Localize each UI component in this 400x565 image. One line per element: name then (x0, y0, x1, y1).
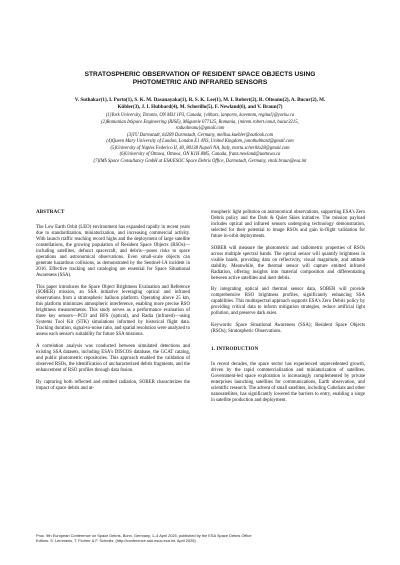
affiliations (40, 113, 360, 165)
affiliation-line: (1)York University, Toronto, ON M3J 1P3, Canada, {vithurs, ianporto, kavennm, reginal}@yorku.ca (105, 113, 295, 118)
affiliation-line: (5)University of Naples Federico II, 40, 80138 Napoli NA, Italy, marta.scherillo28@gmail.com (110, 145, 290, 151)
introduction-paragraph: In recent decades, the space sector has experienced unprecedented growth, driven by the rapid commercialization and miniaturization of satellites. Government-led space exploration is increasingly complemented by private enterprises launching satellites for communications, Earth observation, and scientific research. The advent of small satellites, including CubeSats and other nanosatellites, has significantly lowered the barriers to entry, enabling a surge in satellite production and deployment. (211, 362, 365, 403)
footer-line-2: Editors: S. Lemmens, T. Flohrer & F. Schmitz, (http://conference.sdo.esoc.esa.int, April 2025) (36, 538, 196, 543)
introduction-heading: 1. INTRODUCTION (211, 346, 259, 353)
title-line-1: STRATOSPHERIC OBSERVATION OF RESIDENT SPACE OBJECTS USING (84, 71, 316, 78)
title-line-2: PHOTOMETRIC AND INFRARED SENSORS (132, 79, 268, 86)
abstract-paragraph: SOBER will measure the photometric and radiometric properties of RSOs across multiple spectral bands. The optical sensor will quantify brightness in visible bands, providing data on reflectivity, visual magnitude, and attitude stability. Meanwhile, the thermal sensor will capture emitted infrared Radiation, offering insights into material composition and differentiating between active satellites and inert debris. (211, 245, 365, 281)
authors-line-1: V. Suthakar(1), I. Porto(1), S. K. M. Dasanayaka(1), R. S. K. Lee(1), M. I. Robert(2), R. Olteanu(2), A. Bucur(2), M. (74, 97, 326, 103)
affiliation-line: raduolteanu}@gmail.com (175, 126, 225, 131)
affiliation-line: (2)Romanian InSpace Engineering (RISE), Măgurele 077125, Romania, {mirem.robert.ionut, bucur3215, (101, 119, 299, 125)
authors-line-2: Kübler(3), J. I. Hubbard(4), M. Scherillo(5), F. Newland(6), and V. Braun(7) (117, 103, 283, 110)
abstract-paragraph: mospheric light pollution on astronomical observations, supporting ESA's Zero Debris policy and the Dark & Quiet Skies initiative. The mission payload includes optical and infrared sensors undergoing technology demonstration, selected for their potential to image RSOs and gain in-flight validation for future in-orbit deployments. (211, 210, 365, 239)
abstract-heading: ABSTRACT (36, 209, 65, 215)
affiliation-line: (6)University of Ottawa, Ottawa, ON K1H 8M5, Canada, franz.newland@uottawa.ca (119, 152, 281, 157)
paper-title (40, 71, 360, 87)
proceedings-footer (36, 533, 366, 543)
right-column (211, 210, 365, 410)
abstract-paragraph: By integrating optical and thermal sensor data, SOBER will provide comprehensive RSO brightness profiles, significantly enhancing SSA capabilities. This multispectral approach supports ESA's Zero Debris policy by providing critical data to inform mitigation strategies, reduce artificial light pollution, and preserve dark skies. (211, 287, 365, 317)
left-column (36, 210, 190, 398)
affiliation-line: (4)Queen Mary University of London, London E1 4NS, United Kingdom, jonothubbard@gmail.com (106, 139, 294, 144)
abstract-paragraph: This paper introduces the Space Object Brightness Evaluation and Reference (SOBER) mission, an SSA initiative leveraging optical and infrared observations from a stratospheric balloon platform. Operating above 25 km, this platform minimizes atmospheric interference, enabling more precise RSO brightness measurements. This study serves as a performance evaluation of three key sensors—PCO and BFS (optical), and Radia (infrared)—using Systems Tool Kit (STK) simulations informed by historical flight data. Tracking duration, signal-to-noise ratio, and spatial resolution were analyzed to assess each sensor's suitability for future SSA missions. (36, 284, 190, 338)
abstract-paragraph: A correlation analysis was conducted between simulated detections and existing SSA datasets, including ESA's DISCOS database, the GCAT catalog, and public photometric repositories. This approach enabled the validation of observed RSOs, the identification of uncharacterized debris fragments, and the enhancement of RSO profiles through data fusion. (36, 344, 190, 373)
keywords: Keywords: Space Situational Awareness (SSA); Resident Space Objects (RSOs); Stratospheric Observations. (211, 323, 365, 335)
author-list (36, 97, 364, 110)
abstract-paragraph: By capturing both reflected and emitted radiation, SOBER characterizes the impact of space debris and at- (36, 379, 190, 391)
abstract-paragraph: The Low Earth Orbit (LEO) environment has expanded rapidly in recent years due to standardization, miniaturization, and increasing commercial activity. With launch traffic reaching record highs and the deployment of large satellite constellations, the growing population of Resident Space Objects (RSOs)—including satellites, defunct spacecraft, and debris—poses risks to space operations and astronomical observations. Even small-scale objects can generate hazardous collisions, as demonstrated by the Sentinel-1A incident in 2016. Effective tracking and cataloging are essential for Space Situational Awareness (SSA). (36, 224, 190, 278)
affiliation-line: (7)IMS Space Consultancy GmbH at ESA/ESOC Space Debris Office, Darmstadt, Germany, vitali.braun@esa.int (93, 158, 307, 164)
affiliation-line: (3)TU Darmstadt, 64289 Darmstadt, Germany, mellisa.kuebler@outlook.com (127, 132, 273, 138)
footer-line-1: Proc. 9th European Conference on Space Debris, Bonn, Germany, 1–4 April 2025, published by the ESA Space Debris Office (36, 533, 252, 538)
